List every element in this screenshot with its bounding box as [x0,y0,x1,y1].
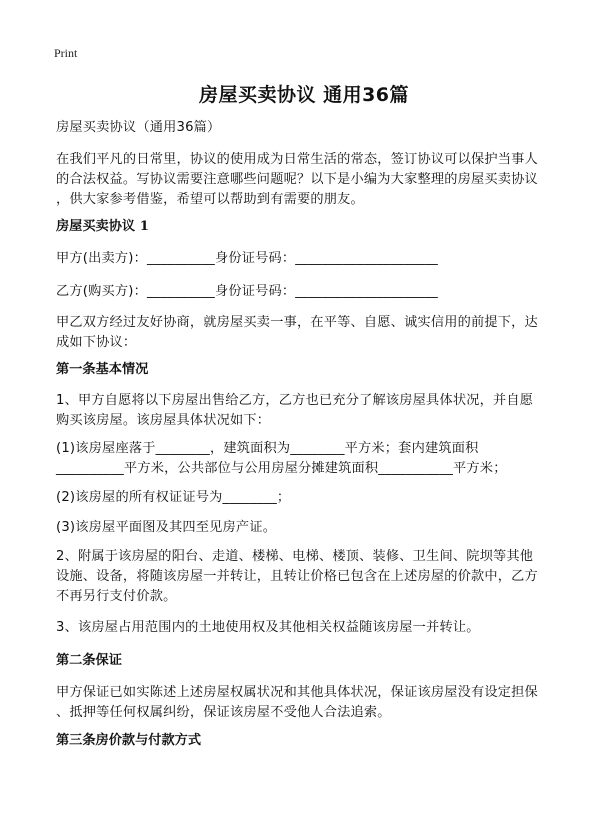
party-b-line: 乙方(购买方)：__________身份证号码：_____________________ [56,284,438,299]
article1-item3: (3)该房屋平面图及其四至见房产证。 [56,520,277,535]
article1-paragraph2 [56,547,552,607]
article-heading: 第三条房价款与付款方式 [56,733,202,748]
article2-paragraph [56,683,552,723]
article1-paragraph1 [56,391,552,431]
text-line: 2、附属于该房屋的阳台、走道、楼梯、电梯、楼顶、装修、卫生间、院坝等其他 [56,549,534,564]
page-title: 房屋买卖协议 通用36篇 [198,84,410,106]
text-line: 不再另行支付价款。 [56,589,177,604]
print-link[interactable]: Print [54,46,78,60]
document-subtitle: 房屋买卖协议（通用36篇） [56,120,221,135]
text-line: 设施、设备，将随该房屋一并转让，且转让价格已包含在上述房屋的价款中，乙方 [56,569,538,584]
text-line: ，供大家参考借鉴，希望可以帮助到有需要的朋友。 [56,192,364,207]
article1-item2: (2)该房屋的所有权证证号为________； [56,490,291,505]
text-line: __________平方米，公共部位与公用房屋分摊建筑面积___________平方米； [56,461,507,476]
article-heading: 第一条基本情况 [56,362,149,377]
text-line: 甲方保证已如实陈述上述房屋权属状况和其他具体状况，保证该房屋没有设定担保 [56,685,538,700]
section-heading: 房屋买卖协议 1 [56,219,149,234]
text-line: 、抵押等任何权属纠纷，保证该房屋不受他人合法追索。 [56,705,391,720]
article-heading: 第二条保证 [56,653,122,668]
text-line: (1)该房屋座落于________，建筑面积为________平方米；套内建筑面积 [56,441,479,456]
text-line: 的合法权益。写协议需要注意哪些问题呢？以下是小编为大家整理的房屋买卖协议 [56,172,538,187]
text-line: 甲乙双方经过友好协商，就房屋买卖一事，在平等、自愿、诚实信用的前提下，达 [56,315,538,330]
article1-item1 [56,439,552,479]
text-line: 成如下协议： [56,335,137,350]
text-line: 1、甲方自愿将以下房屋出售给乙方，乙方也已充分了解该房屋具体状况，并自愿 [56,393,534,408]
agreement-paragraph [56,313,552,353]
article1-paragraph3: 3、该房屋占用范围内的土地使用权及其他相关权益随该房屋一并转让。 [56,620,480,635]
text-line: 购买该房屋。该房屋具体状况如下： [56,413,271,428]
party-a-line: 甲方(出卖方)：__________身份证号码：_____________________ [56,251,438,266]
intro-paragraph [56,150,552,210]
text-line: 在我们平凡的日常里，协议的使用成为日常生活的常态，签订协议可以保护当事人 [56,152,538,167]
